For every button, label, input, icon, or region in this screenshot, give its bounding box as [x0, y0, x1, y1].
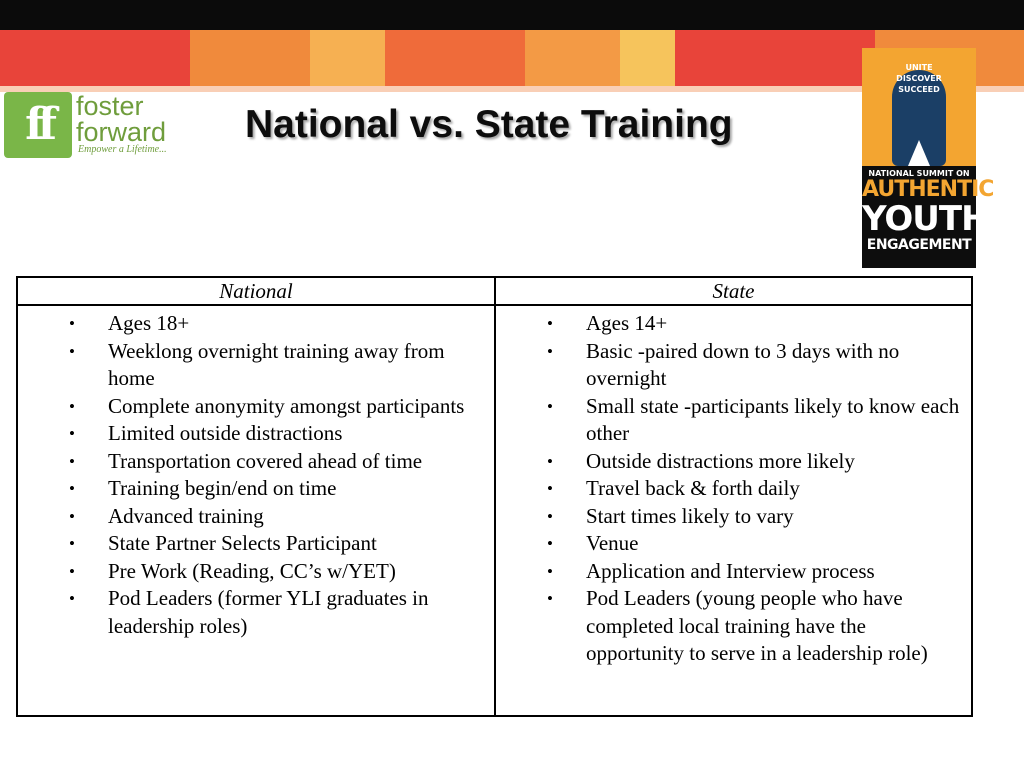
list-item-text: Venue [586, 531, 639, 555]
stripe-segment [0, 30, 190, 86]
stripe-segment [310, 30, 385, 86]
state-list-item [496, 558, 971, 586]
list-item-text: Travel back & forth daily [586, 476, 800, 500]
list-item-text: Complete anonymity amongst participants [108, 393, 465, 418]
logo-tagline: Empower a Lifetime... [78, 144, 167, 155]
logo-word-forward: forward [76, 117, 167, 147]
list-item-text: Weeklong overnight training away from home [108, 338, 445, 390]
bullet-icon: • [547, 341, 553, 361]
list-item-text: Application and Interview process [586, 558, 875, 583]
bullet-icon: • [547, 451, 553, 471]
bullet-icon: • [547, 396, 553, 416]
state-list-item [496, 393, 971, 448]
national-list-item [18, 310, 494, 338]
logo-word-foster: foster [76, 91, 144, 121]
list-item-text: Pre Work (Reading, CC’s w/YET) [108, 558, 396, 583]
national-list-item [18, 448, 494, 476]
national-list-item [18, 475, 494, 503]
poster-line-youth: YOUTH [862, 199, 989, 239]
list-item-text: Pod Leaders (young people who have completed local training have the opportunity to serve in a leadership role) [586, 586, 928, 665]
national-list [18, 306, 494, 640]
state-list-item [496, 475, 971, 503]
bullet-icon: • [547, 534, 553, 553]
list-item-text: Small state -participants likely to know each other [586, 393, 960, 445]
stripe-segment [190, 30, 310, 86]
foster-forward-logo [4, 92, 180, 158]
state-list-item [496, 448, 971, 476]
state-column [496, 278, 971, 715]
bullet-icon: • [69, 506, 75, 526]
poster-tagline-succeed: SUCCEED [898, 85, 940, 94]
state-list-item [496, 338, 971, 393]
stripe-segment [525, 30, 620, 86]
bullet-icon: • [69, 479, 75, 498]
stripe-segment [620, 30, 675, 86]
bullet-icon: • [69, 314, 75, 333]
bullet-icon: • [547, 314, 553, 333]
poster-tagline [862, 62, 976, 95]
list-item-text: Training begin/end on time [108, 476, 337, 500]
state-header: State [496, 278, 971, 306]
list-item-text: Outside distractions more likely [586, 448, 855, 473]
poster-tagline-discover: DISCOVER [896, 74, 942, 83]
state-list-item [496, 503, 971, 531]
national-list-item [18, 530, 494, 558]
list-item-text: State Partner Selects Participant [108, 531, 377, 555]
state-list-item [496, 310, 971, 338]
national-list-item [18, 558, 494, 586]
list-item-text: Ages 14+ [586, 311, 668, 335]
list-item-text: Pod Leaders (former YLI graduates in leadership roles) [108, 586, 429, 638]
bullet-icon: • [69, 589, 75, 608]
stripe-segment [675, 30, 875, 86]
poster-tagline-unite: UNITE [905, 63, 933, 72]
state-list [496, 306, 971, 668]
state-list-item [496, 530, 971, 558]
national-list-item [18, 585, 494, 640]
list-item-text: Basic -paired down to 3 days with no overnight [586, 338, 900, 390]
bullet-icon: • [69, 534, 75, 553]
summit-poster [862, 48, 994, 268]
comparison-table [16, 276, 973, 717]
national-column [18, 278, 496, 715]
poster-line-summit: NATIONAL SUMMIT ON [868, 169, 970, 178]
bullet-icon: • [69, 396, 75, 416]
list-item-text: Advanced training [108, 503, 264, 528]
logo-mark: ff [4, 92, 72, 158]
bullet-icon: • [69, 451, 75, 471]
bullet-icon: • [547, 479, 553, 498]
bullet-icon: • [69, 341, 75, 361]
list-item-text: Ages 18+ [108, 311, 190, 335]
bullet-icon: • [547, 561, 553, 581]
state-list-item [496, 585, 971, 668]
poster-line-engagement: ENGAGEMENT [866, 237, 972, 253]
national-list-item [18, 338, 494, 393]
national-list-item [18, 420, 494, 448]
bullet-icon: • [547, 589, 553, 608]
bullet-icon: • [547, 506, 553, 526]
bullet-icon: • [69, 561, 75, 581]
list-item-text: Start times likely to vary [586, 503, 794, 528]
poster-line-authentic: AUTHENTIC [862, 177, 994, 202]
slide-title: National vs. State Training [245, 103, 733, 146]
national-list-item [18, 393, 494, 421]
national-list-item [18, 503, 494, 531]
top-black-bar [0, 0, 1024, 30]
bullet-icon: • [69, 424, 75, 443]
national-header: National [18, 278, 494, 306]
stripe-segment [385, 30, 525, 86]
list-item-text: Limited outside distractions [108, 421, 343, 445]
list-item-text: Transportation covered ahead of time [108, 448, 423, 473]
